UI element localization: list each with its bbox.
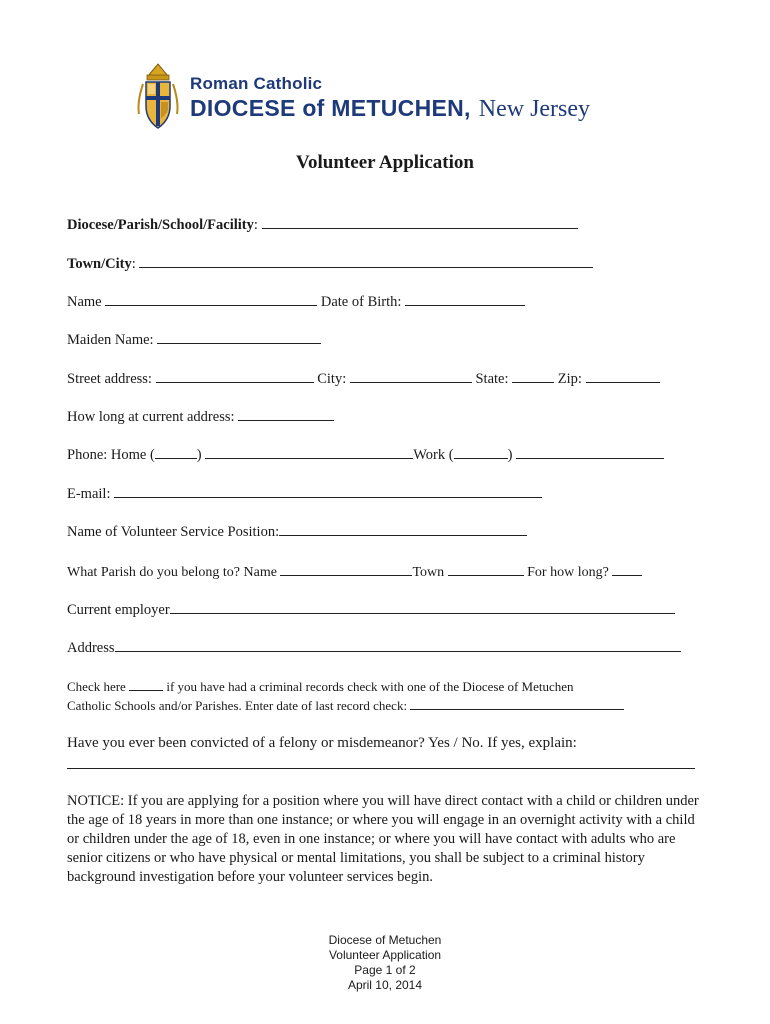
how-long-input[interactable] [238,408,334,421]
address-label: Address [67,640,115,656]
diocese-colon: : [253,217,258,233]
check-here-input[interactable] [129,678,163,691]
check-here-text: if you have had a criminal records check with one of the Diocese of Metuchen [166,679,574,694]
town-colon: : [131,256,136,272]
coat-of-arms-icon [133,62,183,132]
field-row-maiden [67,331,321,349]
zip-label: Zip: [557,371,582,387]
record-date-label: Catholic Schools and/or Parishes. Enter date of last record check: [67,698,408,713]
phone-work-input[interactable] [516,446,664,459]
for-how-long-label: For how long? [527,565,609,580]
state-label: State: [475,371,509,387]
page-title: Volunteer Application [296,152,474,173]
diocese-input[interactable] [262,216,578,229]
field-row-address [67,639,681,657]
field-row-town [67,255,593,273]
service-input[interactable] [279,523,527,536]
phone-home-label: Phone: Home ( [67,447,155,463]
for-how-long-input[interactable] [612,563,642,576]
email-input[interactable] [114,485,542,498]
field-row-street [67,370,660,388]
town-label: Town/City [67,256,132,272]
employer-label: Current employer [67,602,170,618]
logo-title-row [190,95,590,123]
felony-question: Have you ever been convicted of a felony or misdemeanor? Yes / No. If yes, explain: [67,735,577,751]
logo-line-roman-catholic: Roman Catholic [190,74,323,93]
field-row-parish [67,563,642,581]
footer-date: April 10, 2014 [347,978,423,992]
phone-home-paren: ) [196,447,202,463]
phone-home-area-input[interactable] [155,446,197,459]
service-label: Name of Volunteer Service Position: [67,524,280,540]
maiden-input[interactable] [157,331,321,344]
street-label: Street address: [67,371,152,387]
logo-line-new-jersey: New Jersey [478,96,591,122]
parish-input[interactable] [280,563,412,576]
city-input[interactable] [350,370,472,383]
field-row-diocese [67,216,578,234]
field-row-phone [67,446,664,464]
name-input[interactable] [105,293,317,306]
dob-input[interactable] [405,293,525,306]
footer-form-name: Volunteer Application [328,948,442,962]
field-row-how-long [67,408,334,426]
city-label: City: [317,371,347,387]
employer-input[interactable] [170,601,675,614]
parish-label: What Parish do you belong to? Name [67,565,277,580]
field-row-email [67,485,542,503]
town2-input[interactable] [448,563,524,576]
town-input[interactable] [139,255,593,268]
field-row-check [67,678,574,695]
phone-work-paren: ) [507,447,513,463]
footer-page-number: Page 1 of 2 [354,963,416,977]
logo-line-diocese: DIOCESE of METUCHEN [190,95,465,121]
how-long-label: How long at current address: [67,409,235,425]
email-label: E-mail: [67,486,111,502]
street-input[interactable] [156,370,314,383]
zip-input[interactable] [586,370,660,383]
dob-label: Date of Birth: [320,294,402,310]
name-label: Name [67,294,102,310]
diocese-label: Diocese/Parish/School/Facility [67,217,254,233]
phone-home-input[interactable] [205,446,413,459]
footer-diocese: Diocese of Metuchen [328,933,442,947]
state-input[interactable] [512,370,554,383]
address-input[interactable] [115,639,681,652]
maiden-label: Maiden Name: [67,332,154,348]
field-row-employer [67,601,675,619]
diocese-logo [133,62,603,134]
check-here-label: Check here [67,679,126,694]
record-date-input[interactable] [410,697,624,710]
field-row-service-position [67,523,527,541]
notice-paragraph: NOTICE: If you are applying for a position where you will have direct contact with a child or children under the age of 18 years in more than one instance; or where you will engage in an overnight activity with a child or children under the age of 18, even in one instance; or where you will have contact with adults who are senior citizens or who have physical or mental limitations, you shall be subject to a criminal history background investigation before your volunteer services begin. [67,793,699,885]
felony-explain-input[interactable] [67,756,695,769]
field-row-record-date [67,697,624,714]
phone-work-area-input[interactable] [454,446,508,459]
work-label: Work ( [413,447,454,463]
page-footer [0,933,770,993]
town2-label: Town [412,565,445,580]
logo-comma: , [464,95,471,121]
field-row-name [67,293,525,311]
